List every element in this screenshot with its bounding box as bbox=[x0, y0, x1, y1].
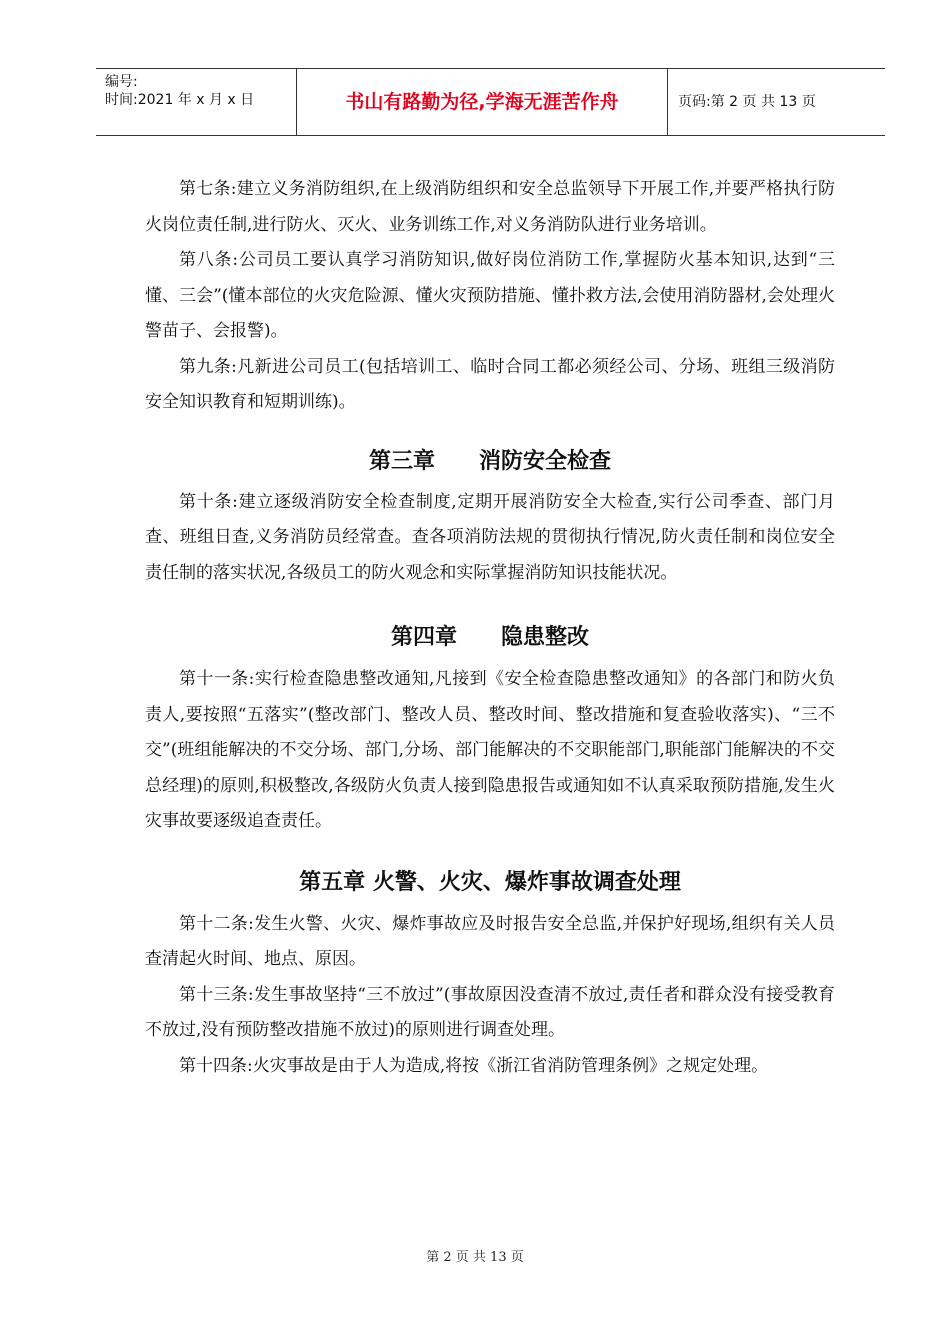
chapter-4-number: 第四章 bbox=[390, 624, 457, 650]
article-7: 第七条:建立义务消防组织,在上级消防组织和安全总监领导下开展工作,并要严格执行防火岗位责任制,进行防火、灭火、业务训练工作,对义务消防队进行业务培训。 bbox=[145, 179, 835, 235]
chapter-3-title: 消防安全检查 bbox=[479, 447, 612, 474]
page-header bbox=[96, 68, 885, 136]
page-footer: 第 2 页 共 13 页 bbox=[426, 1250, 524, 1265]
article-14: 第十四条:火灾事故是由于人为造成,将按《浙江省消防管理条例》之规定处理。 bbox=[179, 1055, 769, 1076]
header-motto: 书山有路勤为径,学海无涯苦作舟 bbox=[297, 69, 668, 135]
article-11: 第十一条:实行检查隐患整改通知,凡接到《安全检查隐患整改通知》的各部门和防火负责人,要按照“五落实”(整改部门、整改人员、整改时间、整改措施和复查验收落实)、“三不交”(班组能解决的不交分场、部门,分场、部门能解决的不交职能部门,职能部门能解决的不交总经理)的原则,积极整改,各级防火负责人接到隐患报告或通知如不认真采取预防措施,发生火灾事故要逐级追查责任。 bbox=[145, 669, 835, 831]
article-10: 第十条:建立逐级消防安全检查制度,定期开展消防安全大检查,实行公司季查、部门月查、班组日查,义务消防员经常查。查各项消防法规的贯彻执行情况,防火责任制和岗位安全责任制的落实状况,各级员工的防火观念和实际掌握消防知识技能状况。 bbox=[145, 491, 835, 583]
chapter-4-title: 隐患整改 bbox=[501, 624, 590, 650]
header-page-number: 页码:第 2 页 共 13 页 bbox=[678, 94, 816, 110]
chapter-4-heading bbox=[145, 612, 835, 662]
article-13: 第十三条:发生事故坚持“三不放过”(事故原因没查清不放过,责任者和群众没有接受教育不放过,没有预防整改措施不放过)的原则进行调查处理。 bbox=[145, 984, 835, 1040]
header-meta bbox=[96, 69, 297, 135]
article-8: 第八条:公司员工要认真学习消防知识,做好岗位消防工作,掌握防火基本知识,达到“三懂、三会”(懂本部位的火灾危险源、懂火灾预防措施、懂扑救方法,会使用消防器材,会处理火警苗子、会报警)。 bbox=[145, 250, 835, 341]
document-time-label: 时间:2021 年 x 月 x 日 bbox=[105, 92, 255, 108]
chapter-5-heading: 第五章 火警、火灾、爆炸事故调查处理 bbox=[299, 868, 681, 895]
document-body bbox=[145, 172, 835, 1084]
chapter-3-number: 第三章 bbox=[368, 447, 435, 474]
chapter-3-heading bbox=[145, 437, 835, 485]
article-12: 第十二条:发生火警、火灾、爆炸事故应及时报告安全总监,并保护好现场,组织有关人员查清起火时间、地点、原因。 bbox=[145, 913, 835, 969]
article-9: 第九条:凡新进公司员工(包括培训工、临时合同工都必须经公司、分场、班组三级消防安全知识教育和短期训练)。 bbox=[145, 356, 835, 412]
document-number-label: 编号: bbox=[105, 74, 138, 90]
